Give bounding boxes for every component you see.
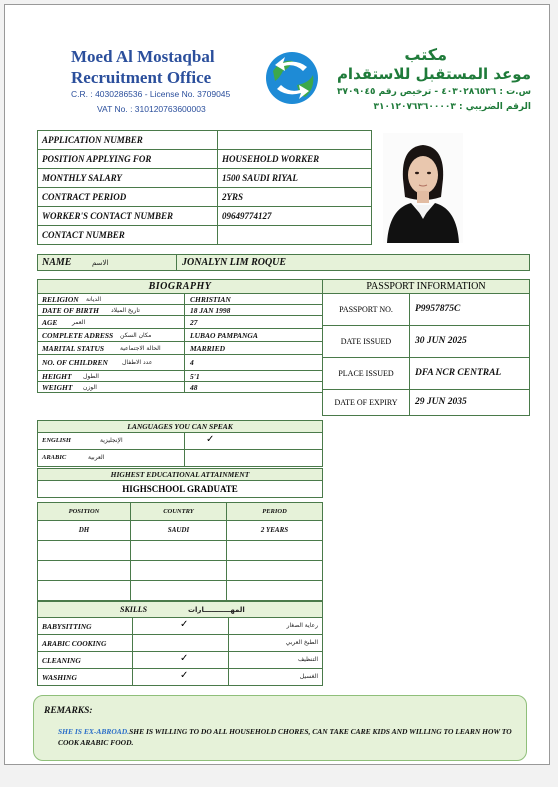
biography-divider	[184, 382, 185, 392]
biography-row	[37, 382, 323, 393]
skill-label: BABYSITTING	[42, 622, 92, 631]
skill-check-icon: ✓	[180, 670, 189, 681]
biography-row	[37, 294, 323, 305]
application-value: 2YRS	[218, 188, 372, 207]
language-divider	[184, 433, 185, 449]
biography-divider	[184, 316, 185, 328]
experience-cell: DH	[37, 521, 131, 541]
cr-license-ar: س.ت : ٤٠٣٠٢٨٦٥٣٦ - ترخيص رقم ٣٧٠٩٠٤٥	[337, 87, 531, 97]
passport-label: PASSPORT NO.	[339, 304, 393, 314]
education-value: HIGHSCHOOL GRADUATE	[37, 481, 323, 498]
biography-value: MARRIED	[190, 343, 226, 353]
skill-label: ARABIC COOKING	[42, 639, 107, 648]
company-name-en-2: Recruitment Office	[71, 68, 212, 87]
skill-divider	[228, 618, 229, 634]
application-value: 1500 SAUDI RIYAL	[218, 169, 372, 188]
application-row	[38, 169, 372, 188]
company-name-ar-2: موعد المستقبل للاستقدام	[336, 65, 531, 83]
experience-cell: 2 YEARS	[227, 521, 323, 541]
biography-table	[37, 294, 323, 393]
passport-row	[322, 294, 530, 326]
biography-divider	[184, 305, 185, 315]
skill-label: CLEANING	[42, 656, 81, 665]
passport-label: PLACE ISSUED	[338, 368, 394, 378]
skills-title-ar: المهـــــــــــارات	[188, 606, 245, 614]
language-row	[37, 450, 323, 467]
skill-check-icon: ✓	[180, 619, 189, 630]
experience-cell	[131, 581, 227, 601]
biography-label: HEIGHT	[42, 371, 72, 381]
passport-table	[322, 294, 530, 416]
worker-photo	[383, 133, 463, 243]
biography-row	[37, 329, 323, 342]
experience-cell	[131, 561, 227, 581]
biography-row	[37, 305, 323, 316]
languages-table	[37, 433, 323, 467]
experience-header: POSITION	[37, 502, 131, 521]
passport-value: 29 JUN 2035	[415, 397, 467, 407]
passport-row	[322, 326, 530, 358]
application-row	[38, 131, 372, 150]
experience-cell	[131, 541, 227, 561]
passport-value: DFA NCR CENTRAL	[415, 368, 502, 378]
biography-label: WEIGHT	[42, 382, 73, 392]
biography-label: COMPLETE ADRESS	[42, 330, 114, 340]
application-value: HOUSEHOLD WORKER	[218, 150, 372, 169]
application-row	[38, 226, 372, 245]
skill-divider	[132, 618, 133, 634]
company-name-en-1: Moed Al Mostaqbal	[71, 47, 215, 66]
skill-label-ar: رعاية الصغار	[286, 622, 318, 629]
passport-value: P9957875C	[415, 304, 461, 314]
experience-cell	[227, 541, 323, 561]
skill-label-ar: الغسيل	[299, 673, 318, 680]
passport-label: DATE ISSUED	[340, 336, 392, 346]
experience-cell	[37, 541, 131, 561]
application-value	[218, 131, 372, 150]
skill-divider	[132, 669, 133, 685]
biography-value: CHRISTIAN	[190, 294, 231, 304]
passport-divider	[409, 294, 410, 325]
biography-label-ar: الطول	[83, 372, 99, 380]
language-check-icon: ✓	[206, 434, 215, 445]
biography-value: 18 JAN 1998	[190, 305, 231, 315]
biography-row	[37, 342, 323, 355]
company-name-ar-1: مكتب	[404, 45, 447, 64]
skills-title-row	[37, 601, 323, 618]
application-row	[38, 207, 372, 226]
skill-divider	[228, 635, 229, 651]
passport-row	[322, 390, 530, 416]
application-label: CONTACT NUMBER	[38, 226, 218, 245]
name-value: JONALYN LIM ROQUE	[182, 257, 287, 268]
name-divider	[176, 255, 177, 270]
language-label-ar: الإنجليزية	[100, 437, 123, 444]
vat-ar: الرقم الضريبي : ٣١٠١٢٠٧٦٣٦٠٠٠٠٣	[373, 102, 531, 112]
language-divider	[184, 450, 185, 466]
skills-title: SKILLS	[120, 605, 148, 614]
biography-divider	[184, 342, 185, 354]
biography-divider	[184, 371, 185, 381]
remarks-title: REMARKS:	[44, 706, 93, 716]
globe-arrows-logo-icon	[263, 49, 321, 107]
biography-label-ar: العمر	[72, 318, 86, 326]
passport-title: PASSPORT INFORMATION	[322, 279, 530, 294]
skill-label-ar: الطبخ العربي	[285, 639, 318, 646]
passport-label: DATE OF EXPIRY	[334, 397, 398, 407]
biography-divider	[184, 294, 185, 304]
application-value: 09649774127	[218, 207, 372, 226]
experience-row	[37, 561, 323, 581]
skill-row	[37, 669, 323, 686]
biography-label-ar: مكان السكن	[120, 331, 152, 339]
biography-label-ar: الديانة	[86, 295, 102, 303]
biography-label-ar: الوزن	[83, 383, 97, 391]
experience-row	[37, 541, 323, 561]
biography-label: MARITAL STATUS	[42, 343, 105, 353]
application-label: APPLICATION NUMBER	[38, 131, 218, 150]
skill-label-ar: التنظيف	[297, 656, 318, 663]
skill-row	[37, 618, 323, 635]
language-row	[37, 433, 323, 450]
application-label: POSITION APPLYING FOR	[38, 150, 218, 169]
passport-divider	[409, 390, 410, 415]
biography-label: RELIGION	[42, 294, 79, 304]
skill-divider	[132, 635, 133, 651]
biography-row	[37, 316, 323, 329]
skill-row	[37, 652, 323, 669]
biography-value: 5'1	[190, 371, 200, 381]
application-label: MONTHLY SALARY	[38, 169, 218, 188]
application-value	[218, 226, 372, 245]
experience-cell: SAUDI	[131, 521, 227, 541]
biography-value: 4	[190, 358, 194, 367]
name-row	[37, 254, 530, 271]
languages-title: LANGUAGES YOU CAN SPEAK	[37, 420, 323, 433]
biography-label-ar: عدد الاطفال	[122, 359, 153, 366]
application-table	[37, 130, 372, 245]
cv-page	[4, 4, 550, 765]
remarks-text	[58, 726, 520, 748]
biography-row	[37, 355, 323, 371]
name-label-ar: الاسم	[92, 259, 109, 267]
biography-label: AGE	[42, 317, 58, 327]
remarks-body: SHE IS WILLING TO DO ALL HOUSEHOLD CHORES, CAN TAKE CARE KIDS AND WILLING TO LEARN HOW TO COOK ARABIC FOOD.	[58, 727, 512, 747]
application-label: CONTRACT PERIOD	[38, 188, 218, 207]
skill-label: WASHING	[42, 673, 77, 682]
application-row	[38, 150, 372, 169]
passport-divider	[409, 326, 410, 357]
biography-value: 27	[190, 317, 198, 327]
biography-title: BIOGRAPHY	[37, 279, 323, 294]
biography-label-ar: تاريخ الميلاد	[111, 306, 140, 314]
language-label: ENGLISH	[42, 437, 71, 444]
remarks-box	[33, 695, 527, 761]
name-label: NAME	[42, 257, 72, 268]
remarks-highlight: SHE IS EX-ABROAD.	[58, 727, 130, 736]
experience-row	[37, 521, 323, 541]
biography-label-ar: الحالة الاجتماعية	[120, 344, 161, 352]
skill-check-icon: ✓	[180, 653, 189, 664]
experience-header: COUNTRY	[131, 502, 227, 521]
experience-cell	[227, 581, 323, 601]
experience-cell	[37, 581, 131, 601]
application-label: WORKER'S CONTACT NUMBER	[38, 207, 218, 226]
skill-row	[37, 635, 323, 652]
experience-table	[37, 502, 323, 601]
biography-value: LUBAO PAMPANGA	[190, 330, 258, 340]
experience-cell	[37, 561, 131, 581]
biography-divider	[184, 329, 185, 341]
passport-divider	[409, 358, 410, 389]
passport-row	[322, 358, 530, 390]
language-label-ar: العربية	[88, 454, 105, 461]
language-label: ARABIC	[42, 454, 67, 461]
experience-row	[37, 581, 323, 601]
passport-value: 30 JUN 2025	[415, 336, 467, 346]
experience-header: PERIOD	[227, 502, 323, 521]
biography-divider	[184, 355, 185, 370]
biography-label: DATE OF BIRTH	[42, 305, 99, 315]
skills-table	[37, 618, 323, 686]
biography-value: 48	[190, 382, 198, 392]
biography-label: NO. OF CHILDREN	[42, 358, 108, 367]
vat-line: VAT No. : 310120763600003	[97, 104, 206, 114]
biography-row	[37, 371, 323, 382]
education-title: HIGHEST EDUCATIONAL ATTAINMENT	[37, 468, 323, 481]
experience-cell	[227, 561, 323, 581]
cr-license-line: C.R. : 4030286536 - License No. 3709045	[71, 89, 231, 99]
skill-divider	[228, 652, 229, 668]
skill-divider	[228, 669, 229, 685]
skill-divider	[132, 652, 133, 668]
application-row	[38, 188, 372, 207]
